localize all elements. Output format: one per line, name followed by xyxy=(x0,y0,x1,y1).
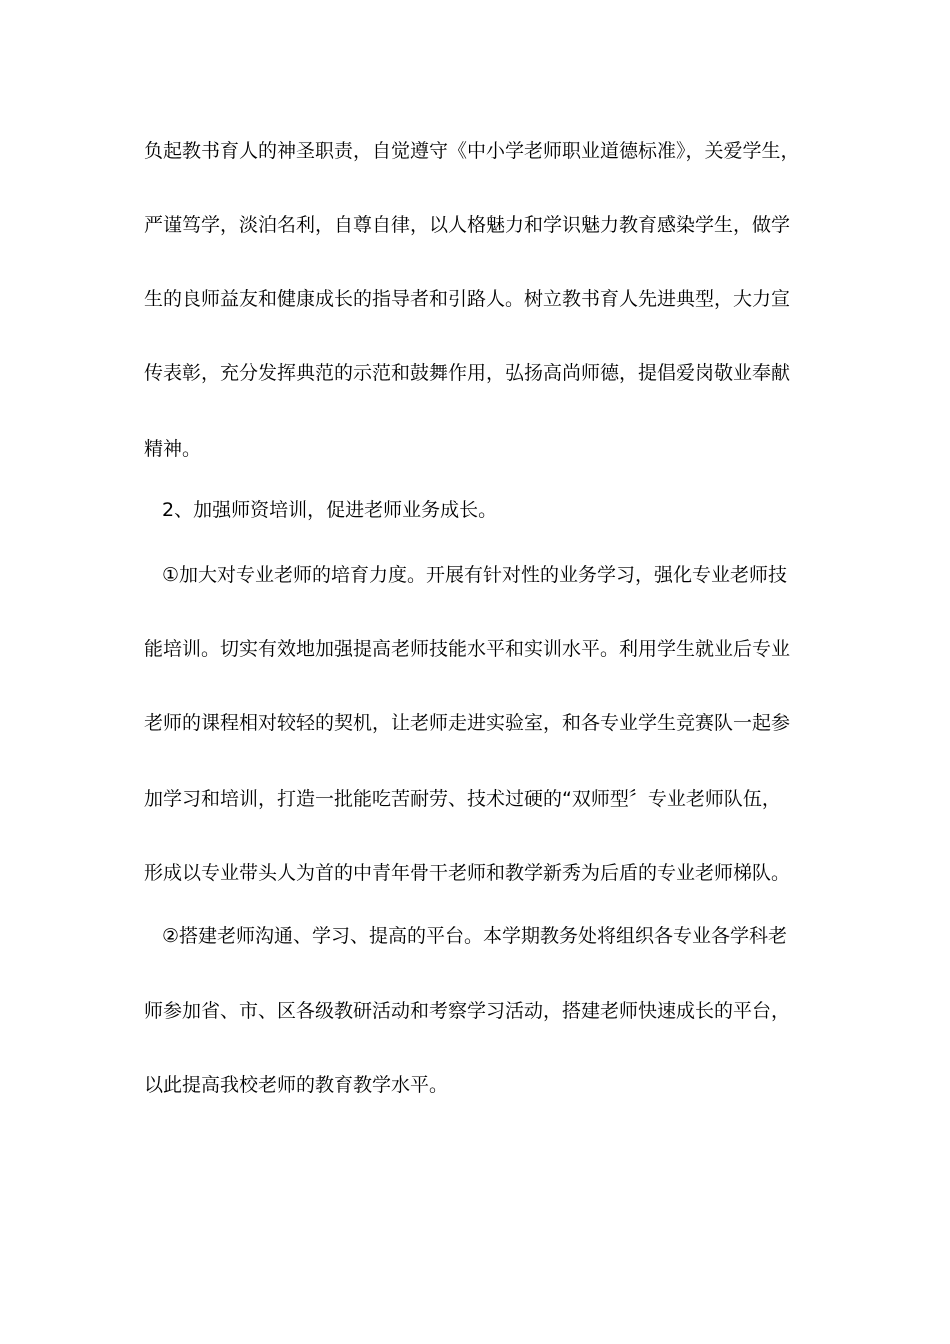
paragraph-line: 加学习和培训，打造一批能吃苦耐劳、技术过硬的“双师型〞专业老师队伍， xyxy=(144,788,781,810)
paragraph-line: 以此提高我校老师的教育教学水平。 xyxy=(144,1074,449,1096)
paragraph-line: 形成以专业带头人为首的中青年骨干老师和教学新秀为后盾的专业老师梯队。 xyxy=(144,862,791,884)
paragraph-line: ①加大对专业老师的培育力度。开展有针对性的业务学习，强化专业老师技 xyxy=(162,564,788,586)
paragraph-line: 负起教书育人的神圣职责，自觉遵守《中小学老师职业道德标准》，关爱学生， xyxy=(144,140,800,162)
paragraph-line: 老师的课程相对较轻的契机，让老师走进实验室，和各专业学生竞赛队一起参 xyxy=(144,712,791,734)
section-heading: 2、加强师资培训，促进老师业务成长。 xyxy=(162,499,498,521)
paragraph-line: 能培训。切实有效地加强提高老师技能水平和实训水平。利用学生就业后专业 xyxy=(144,638,791,660)
paragraph-line: ②搭建老师沟通、学习、提高的平台。本学期教务处将组织各专业各学科老 xyxy=(162,925,788,947)
paragraph-line: 传表彰，充分发挥典范的示范和鼓舞作用，弘扬高尚师德，提倡爱岗敬业奉献 xyxy=(144,362,791,384)
paragraph-line: 师参加省、市、区各级教研活动和考察学习活动，搭建老师快速成长的平台， xyxy=(144,1000,791,1022)
paragraph-line: 精神。 xyxy=(144,438,202,460)
paragraph-line: 生的良师益友和健康成长的指导者和引路人。树立教书育人先进典型，大力宣 xyxy=(144,288,791,310)
paragraph-line: 严谨笃学，淡泊名利，自尊自律，以人格魅力和学识魅力教育感染学生，做学 xyxy=(144,214,791,236)
